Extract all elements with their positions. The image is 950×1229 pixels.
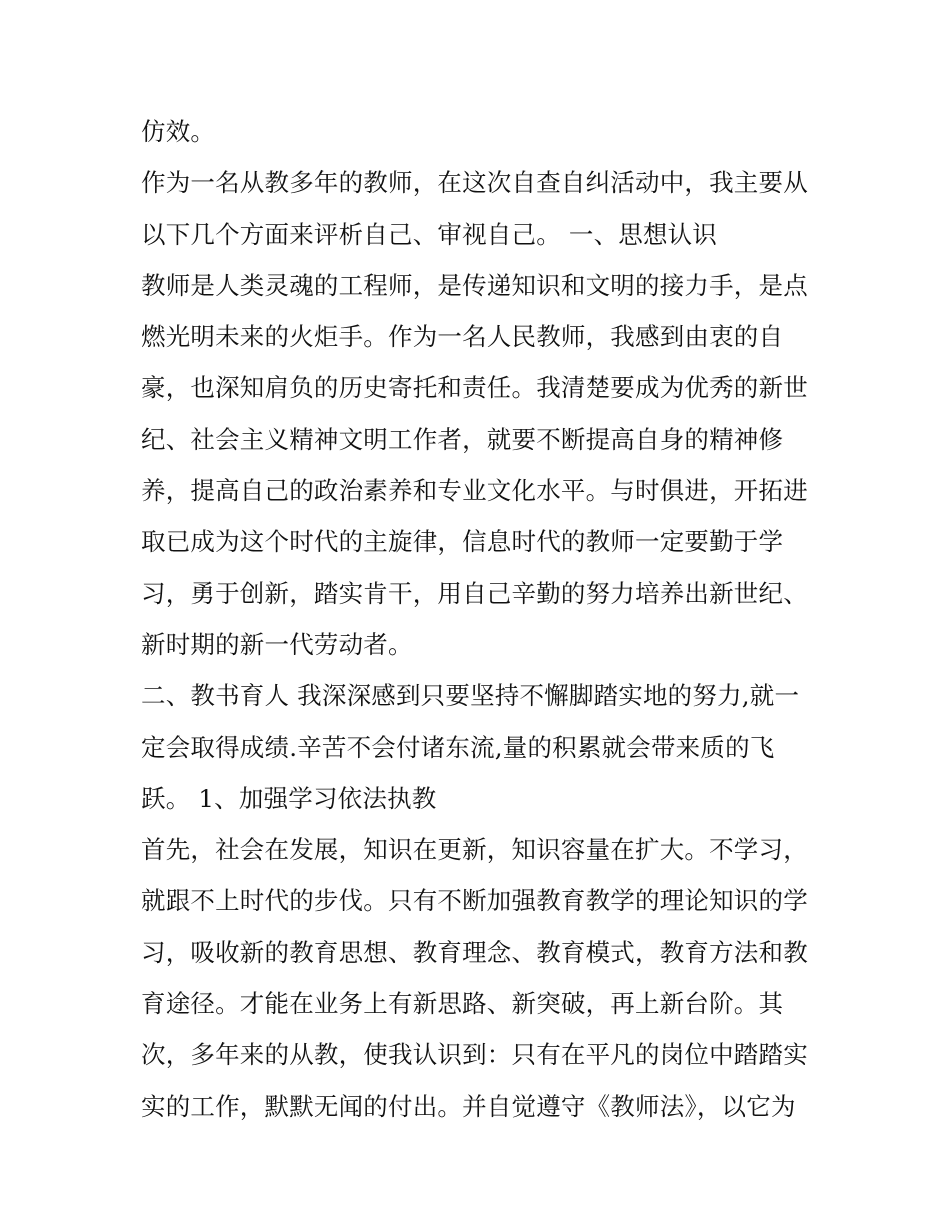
text-line: 习，吸收新的教育思想、教育理念、教育模式，教育方法和教 [141,937,808,967]
document-body [141,106,831,1132]
text-line: 教师是人类灵魂的工程师，是传递知识和文明的接力手，是点 [141,270,808,300]
text-line: 二、教书育人 我深深感到只要坚持不懈脚踏实地的努力,就一 [141,681,800,711]
text-line: 燃光明未来的火炬手。作为一名人民教师，我感到由衷的自 [141,322,784,352]
text-line: 首先，社会在发展，知识在更新，知识容量在扩大。不学习， [141,835,808,865]
text-line: 纪、社会主义精神文明工作者，就要不断提高自身的精神修 [141,424,784,454]
text-line: 就跟不上时代的步伐。只有不断加强教育教学的理论知识的学 [141,886,808,916]
text-line: 实的工作，默默无闻的付出。并自觉遵守《教师法》，以它为 [141,1091,796,1121]
text-line: 习，勇于创新，踏实肯干，用自己辛勤的努力培养出新世纪、 [141,578,808,608]
text-line: 次，多年来的从教，使我认识到：只有在平凡的岗位中踏踏实 [141,1040,808,1070]
text-line: 以下几个方面来评析自己、审视自己。 一、思想认识 [141,219,718,249]
text-line: 作为一名从教多年的教师，在这次自查自纠活动中，我主要从 [141,168,808,198]
text-line: 新时期的新一代劳动者。 [141,629,413,659]
text-line: 豪，也深知肩负的历史寄托和责任。我清楚要成为优秀的新世 [141,373,808,403]
text-line: 定会取得成绩.辛苦不会付诸东流,量的积累就会带来质的飞 [141,732,775,762]
text-line: 取已成为这个时代的主旋律，信息时代的教师一定要勤于学 [141,527,784,557]
text-line: 养，提高自己的政治素养和专业文化水平。与时俱进，开拓进 [141,476,808,506]
text-line: 育途径。才能在业务上有新思路、新突破，再上新台阶。其 [141,989,784,1019]
text-line: 仿效。 [141,117,216,146]
text-line: 跃。 1、加强学习依法执教 [141,783,437,813]
